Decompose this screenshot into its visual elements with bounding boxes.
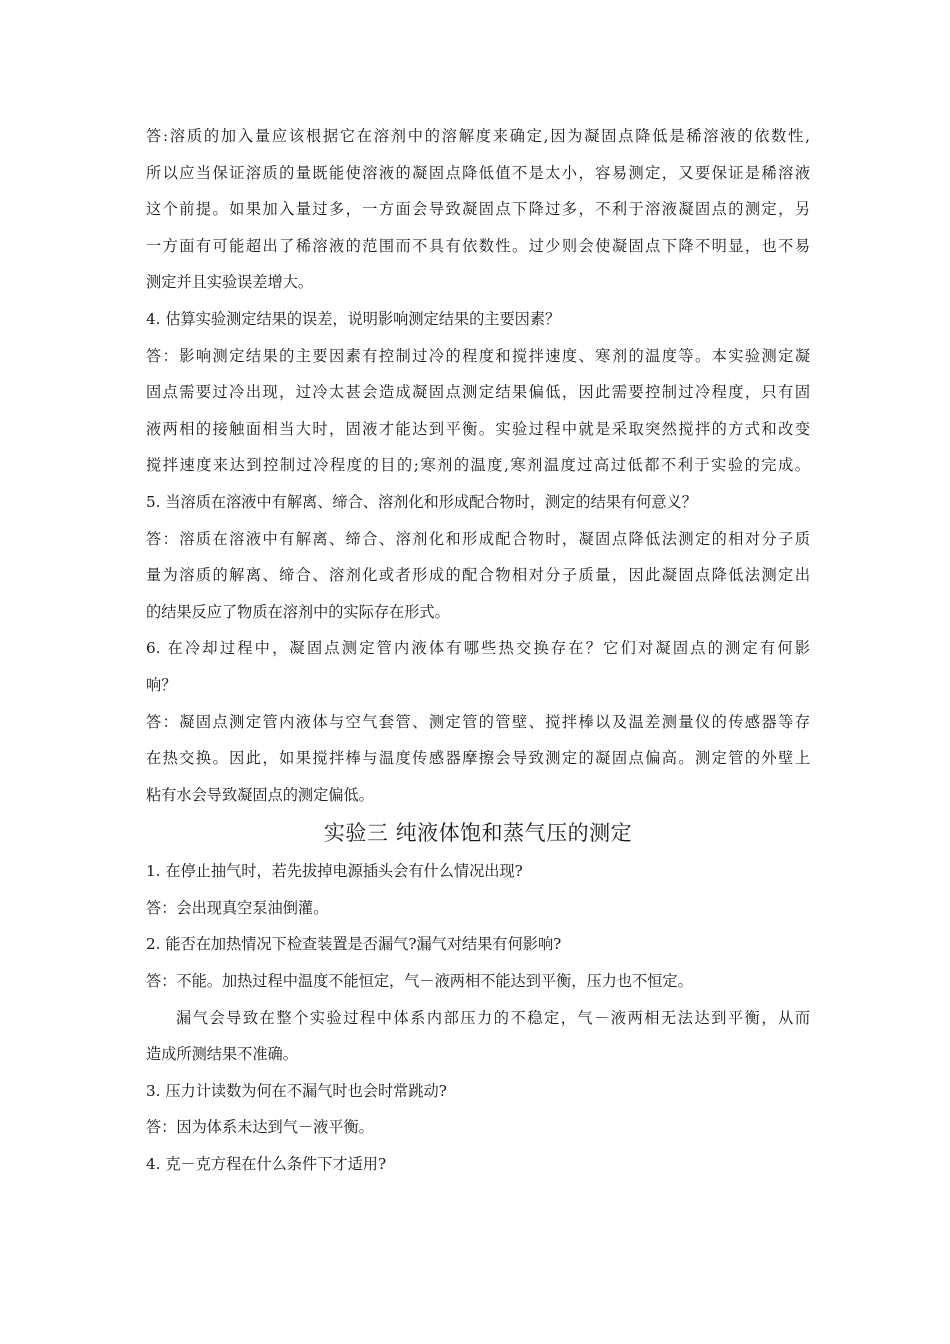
- answer-5-line: 量为溶质的解离、缔合、溶剂化或者形成的配合物相对分子质量，因此凝固点降低法测定出: [146, 566, 810, 585]
- exp3-question-1: 1. 在停止抽气时，若先拔掉电源插头会有什么情况出现?: [146, 862, 523, 881]
- section-title: 实验三 纯液体饱和蒸气压的测定: [323, 821, 633, 846]
- answer-4-line: 搅拌速度来达到控制过冷程度的目的;寒剂的温度,寒剂温度过高过低都不利于实验的完成。: [146, 456, 810, 475]
- answer-4-line: 液两相的接触面相当大时，固液才能达到平衡。实验过程中就是采取突然搅拌的方式和改变: [146, 419, 810, 438]
- paragraph-line: 这个前提。如果加入量过多，一方面会导致凝固点下降过多，不利于溶液凝固点的测定，另: [146, 200, 810, 219]
- answer-3-block: [146, 118, 810, 301]
- answer-6-line: 答：凝固点测定管内液体与空气套管、测定管的管壁、搅拌棒以及温差测量仪的传感器等存: [146, 712, 810, 731]
- experiment-3-qa: [146, 853, 810, 1182]
- exp3-answer-2: 答：不能。加热过程中温度不能恒定，气－液两相不能达到平衡，压力也不恒定。: [146, 972, 693, 991]
- exp3-question-4: 4. 克－克方程在什么条件下才适用?: [146, 1155, 387, 1174]
- paragraph-line: 所以应当保证溶质的量既能使溶液的凝固点降低值不是太小，容易测定，又要保证是稀溶液: [146, 163, 810, 182]
- exp3-answer-3: 答：因为体系未达到气－液平衡。: [146, 1118, 374, 1137]
- answer-4-line: 固点需要过冷出现，过冷太甚会造成凝固点测定结果偏低，因此需要控制过冷程度，只有固: [146, 383, 810, 402]
- question-6-line: 6. 在冷却过程中，凝固点测定管内液体有哪些热交换存在？它们对凝固点的测定有何影: [146, 639, 810, 658]
- exp3-question-3: 3. 压力计读数为何在不漏气时也会时常跳动?: [146, 1081, 447, 1100]
- document-page: [146, 118, 810, 1183]
- question-4: 4. 估算实验测定结果的误差，说明影响测定结果的主要因素？: [146, 309, 561, 328]
- exp3-question-2: 2. 能否在加热情况下检查装置是否漏气?漏气对结果有何影响?: [146, 935, 562, 954]
- exp3-answer-2-continuation: 造成所测结果不准确。: [146, 1045, 298, 1064]
- question-4-block: [146, 301, 810, 484]
- question-6-line: 响？: [146, 675, 177, 694]
- question-5-block: [146, 484, 810, 630]
- paragraph-line: 测定并且实验误差增大。: [146, 273, 314, 292]
- paragraph-line: 答:溶质的加入量应该根据它在溶剂中的溶解度来确定,因为凝固点降低是稀溶液的依数性,: [146, 127, 810, 145]
- answer-5-line: 的结果反应了物质在溶剂中的实际存在形式。: [146, 602, 450, 621]
- answer-6-line: 在热交换。因此，如果搅拌棒与温度传感器摩擦会导致测定的凝固点偏高。测定管的外壁上: [146, 749, 810, 768]
- question-5: 5. 当溶质在溶液中有解离、缔合、溶剂化和形成配合物时，测定的结果有何意义？: [146, 492, 697, 511]
- exp3-answer-2-continuation: 漏气会导致在整个实验过程中体系内部压力的不稳定，气－液两相无法达到平衡，从而: [176, 1008, 810, 1027]
- answer-6-line: 粘有水会导致凝固点的测定偏低。: [146, 785, 374, 804]
- paragraph-line: 一方面有可能超出了稀溶液的范围而不具有依数性。过少则会使凝固点下降不明显，也不易: [146, 236, 810, 255]
- answer-4-line: 答：影响测定结果的主要因素有控制过冷的程度和搅拌速度、寒剂的温度等。本实验测定凝: [146, 346, 810, 365]
- exp3-answer-1: 答：会出现真空泵油倒灌。: [146, 898, 329, 917]
- question-6-block: [146, 630, 810, 813]
- answer-5-line: 答：溶质在溶液中有解离、缔合、溶剂化和形成配合物时，凝固点降低法测定的相对分子质: [146, 529, 810, 548]
